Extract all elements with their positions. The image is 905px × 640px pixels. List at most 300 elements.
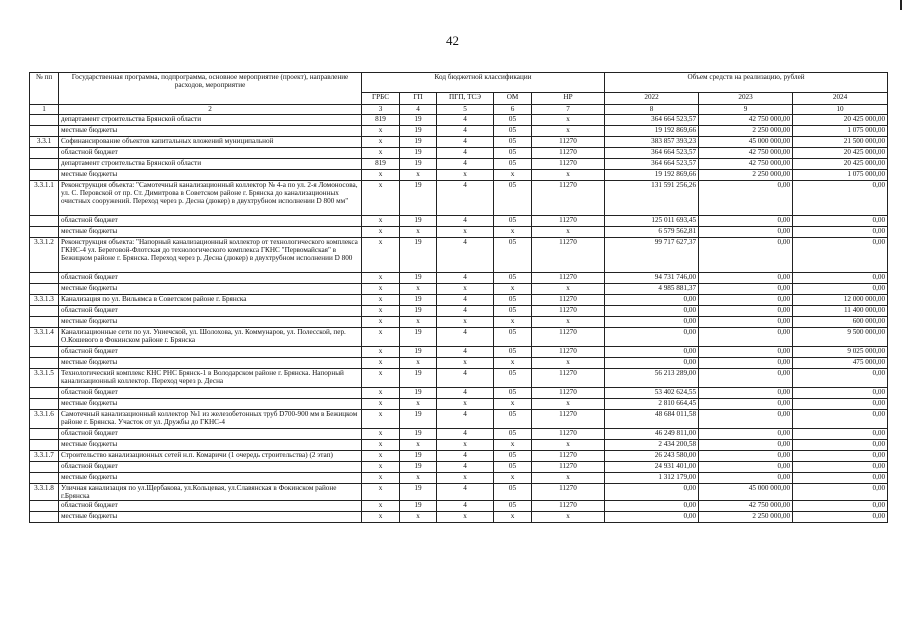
row-amount-2023: 0,00 <box>699 328 793 347</box>
row-gp: 19 <box>400 238 437 273</box>
row-nr: 11270 <box>532 462 605 473</box>
row-amount-2022: 364 664 523,57 <box>605 159 699 170</box>
row-pgp: 4 <box>437 126 494 137</box>
row-gp: х <box>400 399 437 410</box>
row-pgp: 4 <box>437 216 494 227</box>
row-om: 05 <box>494 369 532 388</box>
row-grbs: х <box>362 429 400 440</box>
row-number <box>30 216 59 227</box>
row-grbs: х <box>362 126 400 137</box>
row-name: местные бюджеты <box>59 512 362 523</box>
row-amount-2022: 2 434 200,58 <box>605 440 699 451</box>
row-om: х <box>494 284 532 295</box>
row-amount-2022: 0,00 <box>605 328 699 347</box>
row-om: 05 <box>494 347 532 358</box>
row-pgp: 4 <box>437 462 494 473</box>
row-amount-2022: 364 664 523,57 <box>605 115 699 126</box>
row-grbs: х <box>362 148 400 159</box>
row-amount-2024: 0,00 <box>793 410 888 429</box>
row-grbs: х <box>362 369 400 388</box>
table-row <box>30 388 888 399</box>
row-amount-2023: 42 750 000,00 <box>699 501 793 512</box>
table-row <box>30 462 888 473</box>
row-name: Канализация по ул. Вильямса в Советском районе г. Брянска <box>59 295 362 306</box>
row-pgp: 4 <box>437 484 494 501</box>
table-row <box>30 410 888 429</box>
row-pgp: 4 <box>437 369 494 388</box>
row-amount-2022: 26 243 580,00 <box>605 451 699 462</box>
row-gp: 19 <box>400 137 437 148</box>
budget-table <box>29 72 888 523</box>
row-grbs: х <box>362 484 400 501</box>
row-gp: х <box>400 473 437 484</box>
row-amount-2024: 0,00 <box>793 273 888 284</box>
row-pgp: 4 <box>437 295 494 306</box>
row-amount-2023: 0,00 <box>699 358 793 369</box>
row-om: 05 <box>494 451 532 462</box>
row-gp: х <box>400 170 437 181</box>
row-amount-2023: 0,00 <box>699 181 793 216</box>
table-row <box>30 238 888 273</box>
row-nr: 11270 <box>532 429 605 440</box>
row-number <box>30 429 59 440</box>
row-amount-2022: 19 192 869,66 <box>605 170 699 181</box>
header-program: Государственная программа, подпрограмма, основное мероприятие (проект), направление расходов, мероприятие <box>59 73 362 105</box>
row-name: областной бюджет <box>59 429 362 440</box>
row-pgp: х <box>437 473 494 484</box>
row-amount-2024: 0,00 <box>793 181 888 216</box>
row-gp: 19 <box>400 347 437 358</box>
row-amount-2023: 45 000 000,00 <box>699 484 793 501</box>
row-number <box>30 358 59 369</box>
row-om: 05 <box>494 306 532 317</box>
row-amount-2023: 42 750 000,00 <box>699 148 793 159</box>
row-gp: х <box>400 284 437 295</box>
row-gp: 19 <box>400 216 437 227</box>
row-grbs: х <box>362 410 400 429</box>
row-number: 3.3.1.6 <box>30 410 59 429</box>
header-nr: НР <box>532 93 605 105</box>
row-amount-2024: 20 425 000,00 <box>793 148 888 159</box>
row-pgp: 4 <box>437 238 494 273</box>
column-number: 7 <box>532 105 605 115</box>
table-row <box>30 399 888 410</box>
header-2024: 2024 <box>793 93 888 105</box>
table-row <box>30 484 888 501</box>
table-row <box>30 227 888 238</box>
row-pgp: 4 <box>437 148 494 159</box>
row-pgp: 4 <box>437 388 494 399</box>
column-number-row <box>30 105 888 115</box>
row-amount-2024: 0,00 <box>793 369 888 388</box>
row-name: областной бюджет <box>59 273 362 284</box>
row-amount-2024: 0,00 <box>793 462 888 473</box>
row-amount-2024: 0,00 <box>793 501 888 512</box>
row-grbs: х <box>362 512 400 523</box>
header-2023: 2023 <box>699 93 793 105</box>
row-amount-2024: 0,00 <box>793 388 888 399</box>
row-amount-2024: 20 425 000,00 <box>793 159 888 170</box>
row-om: 05 <box>494 501 532 512</box>
row-amount-2024: 0,00 <box>793 399 888 410</box>
row-nr: х <box>532 512 605 523</box>
table-row <box>30 273 888 284</box>
header-om: ОМ <box>494 93 532 105</box>
row-om: 05 <box>494 429 532 440</box>
row-gp: 19 <box>400 501 437 512</box>
row-number: 3.3.1.1 <box>30 181 59 216</box>
row-amount-2024: 12 000 000,00 <box>793 295 888 306</box>
row-gp: 19 <box>400 388 437 399</box>
row-name: департамент строительства Брянской области <box>59 115 362 126</box>
row-amount-2022: 94 731 746,00 <box>605 273 699 284</box>
row-number <box>30 227 59 238</box>
row-grbs: х <box>362 295 400 306</box>
row-grbs: х <box>362 462 400 473</box>
row-nr: х <box>532 473 605 484</box>
row-nr: х <box>532 227 605 238</box>
row-pgp: 4 <box>437 451 494 462</box>
row-number <box>30 399 59 410</box>
row-gp: х <box>400 440 437 451</box>
row-name: Уличная канализация по ул.Щербакова, ул.Кольцевая, ул.Славянская в Фокинском районе г.Брянска <box>59 484 362 501</box>
row-grbs: х <box>362 501 400 512</box>
row-number <box>30 273 59 284</box>
row-name: Канализационные сети по ул. Униечской, ул. Шолохова, ул. Коммунаров, ул. Полесской, пер. О.Кошевого в Фокинском районе г. Брянска <box>59 328 362 347</box>
row-nr: 11270 <box>532 181 605 216</box>
row-nr: 11270 <box>532 306 605 317</box>
row-nr: х <box>532 440 605 451</box>
row-amount-2022: 0,00 <box>605 306 699 317</box>
row-amount-2024: 0,00 <box>793 512 888 523</box>
column-number: 9 <box>699 105 793 115</box>
row-om: 05 <box>494 410 532 429</box>
row-amount-2023: 0,00 <box>699 440 793 451</box>
header-gp: ГП <box>400 93 437 105</box>
row-name: Самотечный канализационный коллектор №1 из железобетонных труб D700-900 мм в Бежицком районе г. Брянска. Участок от ул. Дружбы до ГКНС-4 <box>59 410 362 429</box>
row-name: местные бюджеты <box>59 317 362 328</box>
row-amount-2023: 0,00 <box>699 295 793 306</box>
row-nr: 11270 <box>532 451 605 462</box>
row-amount-2023: 0,00 <box>699 216 793 227</box>
row-amount-2023: 0,00 <box>699 473 793 484</box>
row-pgp: х <box>437 440 494 451</box>
row-pgp: 4 <box>437 347 494 358</box>
row-gp: 19 <box>400 181 437 216</box>
row-om: х <box>494 473 532 484</box>
column-number: 10 <box>793 105 888 115</box>
row-nr: 11270 <box>532 273 605 284</box>
column-number: 1 <box>30 105 59 115</box>
row-amount-2022: 46 249 811,00 <box>605 429 699 440</box>
column-number: 2 <box>59 105 362 115</box>
row-number <box>30 317 59 328</box>
row-number: 3.3.1 <box>30 137 59 148</box>
row-amount-2022: 0,00 <box>605 347 699 358</box>
row-nr: 11270 <box>532 347 605 358</box>
row-amount-2024: 21 500 000,00 <box>793 137 888 148</box>
row-amount-2022: 364 664 523,57 <box>605 148 699 159</box>
row-amount-2023: 0,00 <box>699 369 793 388</box>
row-gp: 19 <box>400 273 437 284</box>
row-amount-2023: 0,00 <box>699 462 793 473</box>
row-name: местные бюджеты <box>59 170 362 181</box>
page-number: 42 <box>446 33 459 48</box>
row-number <box>30 388 59 399</box>
row-gp: х <box>400 512 437 523</box>
row-om: х <box>494 170 532 181</box>
row-pgp: 4 <box>437 429 494 440</box>
row-gp: 19 <box>400 462 437 473</box>
row-amount-2022: 383 857 393,23 <box>605 137 699 148</box>
row-pgp: 4 <box>437 137 494 148</box>
row-number <box>30 115 59 126</box>
row-amount-2022: 0,00 <box>605 501 699 512</box>
row-nr: 11270 <box>532 484 605 501</box>
row-name: Софинансирование объектов капитальных вложений муниципальной <box>59 137 362 148</box>
row-grbs: 819 <box>362 159 400 170</box>
row-pgp: х <box>437 170 494 181</box>
row-pgp: х <box>437 399 494 410</box>
row-amount-2022: 131 591 256,26 <box>605 181 699 216</box>
row-nr: х <box>532 115 605 126</box>
row-amount-2024: 0,00 <box>793 227 888 238</box>
row-name: областной бюджет <box>59 216 362 227</box>
row-amount-2024: 0,00 <box>793 284 888 295</box>
row-name: Строительство канализационных сетей н.п. Комаричи (1 очередь строительства) (2 этап) <box>59 451 362 462</box>
row-number <box>30 440 59 451</box>
row-amount-2023: 42 750 000,00 <box>699 115 793 126</box>
row-amount-2022: 19 192 869,66 <box>605 126 699 137</box>
row-number: 3.3.1.3 <box>30 295 59 306</box>
row-amount-2023: 0,00 <box>699 284 793 295</box>
row-amount-2023: 0,00 <box>699 388 793 399</box>
row-nr: х <box>532 284 605 295</box>
table-row <box>30 306 888 317</box>
row-nr: 11270 <box>532 501 605 512</box>
row-amount-2022: 56 213 289,00 <box>605 369 699 388</box>
row-amount-2023: 0,00 <box>699 429 793 440</box>
table-row <box>30 148 888 159</box>
row-grbs: х <box>362 181 400 216</box>
column-number: 5 <box>437 105 494 115</box>
row-grbs: х <box>362 317 400 328</box>
row-amount-2022: 1 312 179,00 <box>605 473 699 484</box>
row-name: Реконструкция объекта: "Напорный канализационный коллектор от технологического комплекса ГКНС-4 ул. Береговой-Флотская до технологического комплекса ГКНС "Первомайская" в Бежицком районе г. Брянска. Переход через р. Десна (дюкер) в двухтрубном исполнении D 800 <box>59 238 362 273</box>
row-number <box>30 170 59 181</box>
row-amount-2024: 9 025 000,00 <box>793 347 888 358</box>
row-amount-2023: 0,00 <box>699 347 793 358</box>
table-row <box>30 328 888 347</box>
row-number <box>30 473 59 484</box>
row-amount-2023: 0,00 <box>699 306 793 317</box>
table-row <box>30 181 888 216</box>
row-number: 3.3.1.7 <box>30 451 59 462</box>
row-om: 05 <box>494 159 532 170</box>
row-amount-2023: 0,00 <box>699 273 793 284</box>
header-2022: 2022 <box>605 93 699 105</box>
row-amount-2024: 600 000,00 <box>793 317 888 328</box>
row-name: областной бюджет <box>59 388 362 399</box>
row-gp: 19 <box>400 328 437 347</box>
table-row <box>30 451 888 462</box>
row-grbs: х <box>362 170 400 181</box>
header-funds: Объем средств на реализацию, рублей <box>605 73 888 93</box>
row-amount-2022: 99 717 627,37 <box>605 238 699 273</box>
row-pgp: 4 <box>437 328 494 347</box>
row-nr: 11270 <box>532 159 605 170</box>
row-om: 05 <box>494 137 532 148</box>
table-row <box>30 369 888 388</box>
row-om: х <box>494 317 532 328</box>
row-om: х <box>494 399 532 410</box>
row-amount-2022: 53 402 624,55 <box>605 388 699 399</box>
row-om: 05 <box>494 216 532 227</box>
row-number <box>30 462 59 473</box>
row-nr: 11270 <box>532 238 605 273</box>
row-name: местные бюджеты <box>59 440 362 451</box>
row-name: Технологический комплекс КНС РНС Брянск-1 в Володарском районе г. Брянска. Напорный канализационный коллектор. Переход через р. Десна <box>59 369 362 388</box>
row-name: местные бюджеты <box>59 284 362 295</box>
row-number <box>30 126 59 137</box>
row-amount-2024: 11 400 000,00 <box>793 306 888 317</box>
row-number <box>30 284 59 295</box>
column-number: 8 <box>605 105 699 115</box>
row-name: областной бюджет <box>59 148 362 159</box>
header-kbk: Код бюджетной классификации <box>362 73 605 93</box>
row-om: 05 <box>494 148 532 159</box>
row-nr: х <box>532 126 605 137</box>
row-amount-2022: 0,00 <box>605 512 699 523</box>
table-row <box>30 440 888 451</box>
row-grbs: 819 <box>362 115 400 126</box>
row-om: 05 <box>494 115 532 126</box>
row-amount-2023: 0,00 <box>699 451 793 462</box>
page-edge-mark <box>900 0 902 10</box>
row-amount-2022: 2 810 664,45 <box>605 399 699 410</box>
table-row <box>30 473 888 484</box>
table-row <box>30 358 888 369</box>
row-gp: 19 <box>400 115 437 126</box>
row-number: 3.3.1.5 <box>30 369 59 388</box>
column-number: 4 <box>400 105 437 115</box>
row-nr: 11270 <box>532 388 605 399</box>
row-gp: 19 <box>400 484 437 501</box>
row-nr: х <box>532 170 605 181</box>
row-name: областной бюджет <box>59 501 362 512</box>
row-amount-2024: 0,00 <box>793 238 888 273</box>
row-amount-2022: 48 684 011,58 <box>605 410 699 429</box>
row-amount-2022: 0,00 <box>605 484 699 501</box>
table-row <box>30 501 888 512</box>
row-name: местные бюджеты <box>59 126 362 137</box>
row-number <box>30 159 59 170</box>
header-num: № пп <box>30 73 59 105</box>
row-amount-2022: 0,00 <box>605 295 699 306</box>
table-row <box>30 115 888 126</box>
row-number <box>30 347 59 358</box>
row-gp: 19 <box>400 159 437 170</box>
header-row-1 <box>30 73 888 93</box>
row-name: местные бюджеты <box>59 473 362 484</box>
row-grbs: х <box>362 328 400 347</box>
row-amount-2024: 1 075 000,00 <box>793 170 888 181</box>
table-row <box>30 512 888 523</box>
header-grbs: ГРБС <box>362 93 400 105</box>
table-body <box>30 115 888 523</box>
row-grbs: х <box>362 273 400 284</box>
row-number: 3.3.1.4 <box>30 328 59 347</box>
row-name: местные бюджеты <box>59 227 362 238</box>
row-grbs: х <box>362 284 400 295</box>
row-om: х <box>494 512 532 523</box>
row-nr: 11270 <box>532 137 605 148</box>
row-gp: 19 <box>400 369 437 388</box>
row-pgp: 4 <box>437 410 494 429</box>
row-gp: 19 <box>400 451 437 462</box>
row-amount-2022: 125 011 693,45 <box>605 216 699 227</box>
row-amount-2024: 0,00 <box>793 484 888 501</box>
row-name: областной бюджет <box>59 462 362 473</box>
row-pgp: х <box>437 317 494 328</box>
row-grbs: х <box>362 216 400 227</box>
table-row <box>30 126 888 137</box>
row-number <box>30 148 59 159</box>
row-grbs: х <box>362 137 400 148</box>
row-nr: 11270 <box>532 328 605 347</box>
row-amount-2024: 0,00 <box>793 473 888 484</box>
row-amount-2022: 4 985 881,37 <box>605 284 699 295</box>
row-gp: 19 <box>400 306 437 317</box>
row-gp: х <box>400 358 437 369</box>
row-gp: х <box>400 227 437 238</box>
row-number <box>30 512 59 523</box>
row-om: х <box>494 227 532 238</box>
row-om: 05 <box>494 295 532 306</box>
row-nr: х <box>532 399 605 410</box>
row-name: департамент строительства Брянской области <box>59 159 362 170</box>
row-nr: 11270 <box>532 216 605 227</box>
row-nr: 11270 <box>532 369 605 388</box>
row-om: 05 <box>494 484 532 501</box>
row-pgp: х <box>437 358 494 369</box>
table-row <box>30 170 888 181</box>
row-pgp: х <box>437 227 494 238</box>
row-pgp: 4 <box>437 306 494 317</box>
row-amount-2024: 0,00 <box>793 429 888 440</box>
row-grbs: х <box>362 473 400 484</box>
row-nr: х <box>532 317 605 328</box>
table-row <box>30 216 888 227</box>
row-grbs: х <box>362 440 400 451</box>
row-gp: 19 <box>400 148 437 159</box>
row-om: х <box>494 358 532 369</box>
row-grbs: х <box>362 399 400 410</box>
row-pgp: 4 <box>437 501 494 512</box>
row-amount-2023: 0,00 <box>699 227 793 238</box>
row-amount-2024: 9 500 000,00 <box>793 328 888 347</box>
row-gp: 19 <box>400 295 437 306</box>
table-row <box>30 159 888 170</box>
row-number: 3.3.1.8 <box>30 484 59 501</box>
table-row <box>30 284 888 295</box>
table-row <box>30 295 888 306</box>
row-gp: х <box>400 317 437 328</box>
table-row <box>30 429 888 440</box>
row-amount-2023: 2 250 000,00 <box>699 170 793 181</box>
row-amount-2023: 0,00 <box>699 399 793 410</box>
row-amount-2023: 2 250 000,00 <box>699 512 793 523</box>
